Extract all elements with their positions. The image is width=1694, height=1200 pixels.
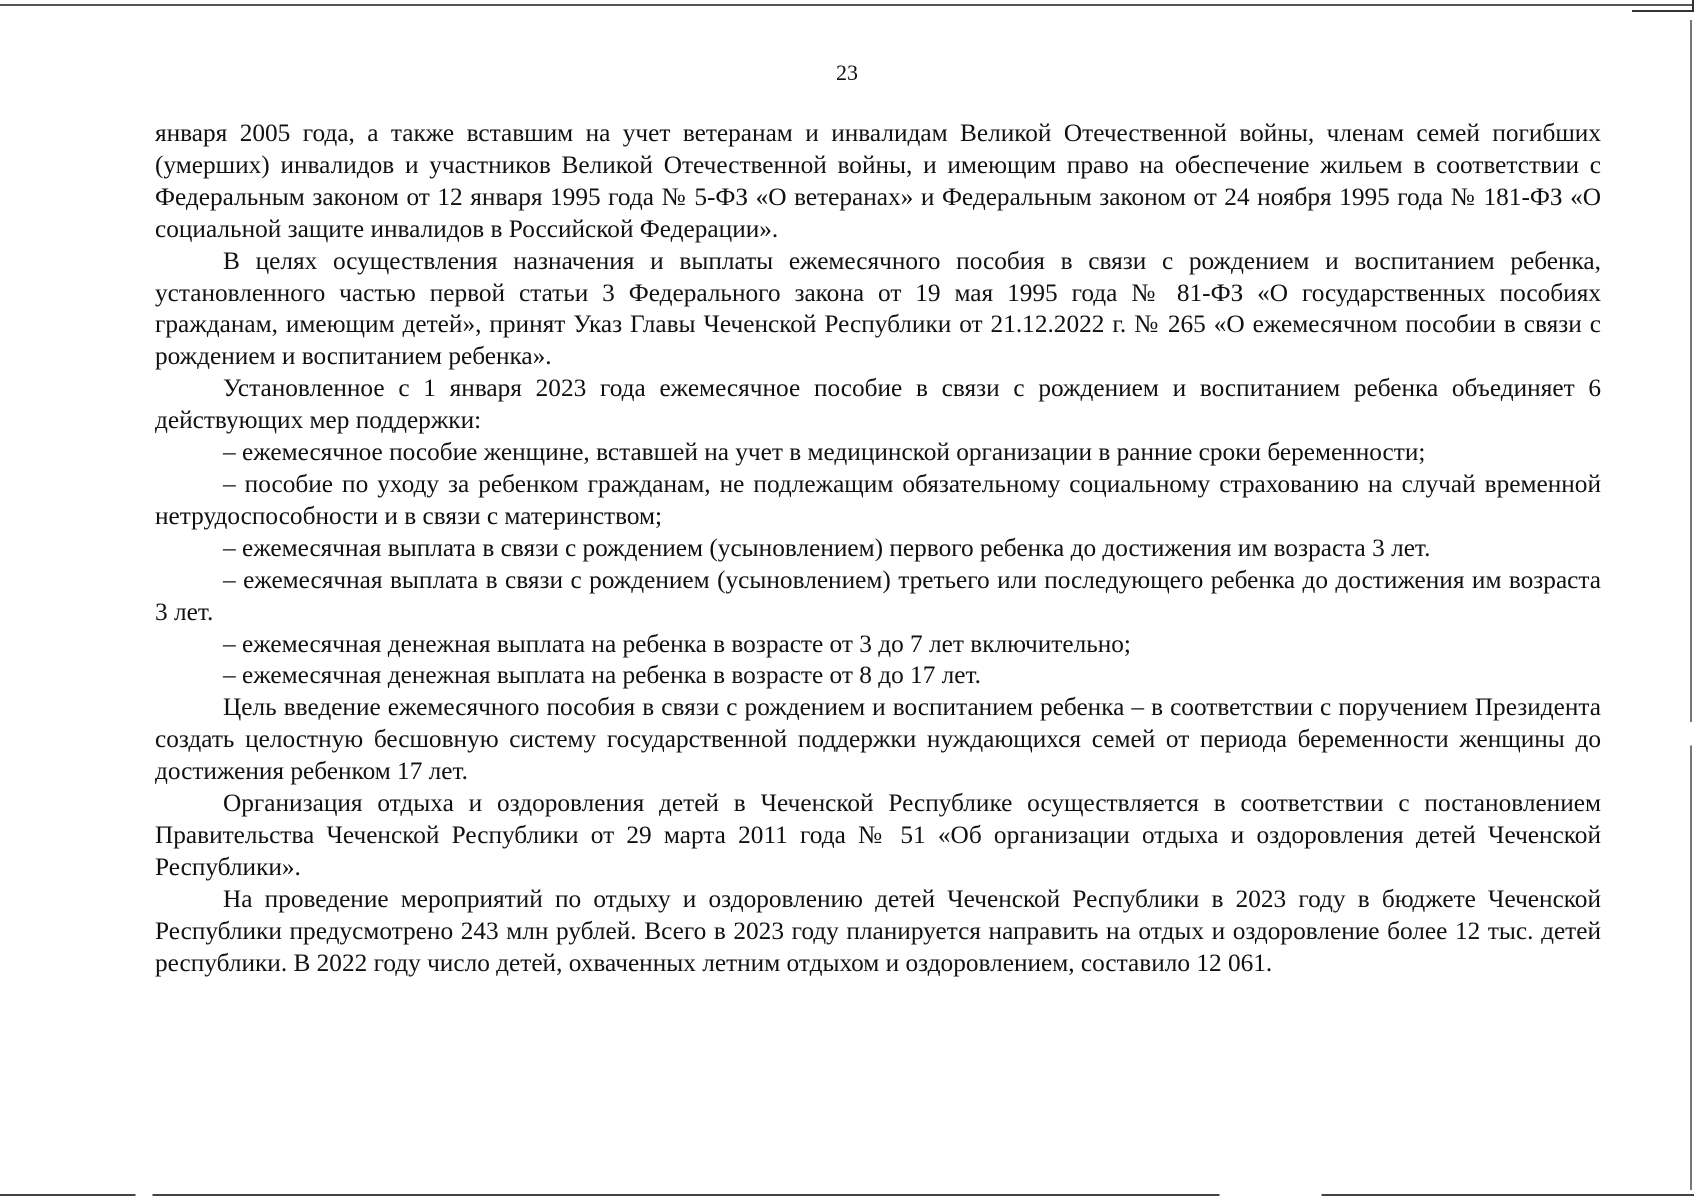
paragraph-continuation: января 2005 года, а также вставшим на учет ветеранам и инвалидам Великой Отечественной войны, членам семей погибших (умерших) инвалидов и участников Великой Отечественной войны, и имеющим право на обеспечение жильем в соответствии с Федеральным законом от 12 января 1995 года № 5-ФЗ «О ветеранах» и Федеральным законом от 24 ноября 1995 года № 181-ФЗ «О социальной защите инвалидов в Российской Федерации». — [155, 119, 1601, 243]
list-item: – ежемесячная выплата в связи с рождением (усыновлением) третьего или последующего ребенка до достижения им возраста 3 лет. — [155, 565, 1601, 626]
scan-border-bottom — [0, 1194, 1694, 1196]
list-item: – ежемесячная выплата в связи с рождением (усыновлением) первого ребенка до достижения им возраста 3 лет. — [223, 533, 1431, 562]
scan-corner-mark — [1632, 0, 1694, 12]
list-item: – ежемесячная денежная выплата на ребенка в возрасте от 3 до 7 лет включительно; — [223, 629, 1131, 658]
list-item: – ежемесячное пособие женщине, вставшей на учет в медицинской организации в ранние сроки беременности; — [223, 438, 1426, 467]
scan-border-right — [1690, 20, 1692, 1190]
list-item: – пособие по уходу за ребенком гражданам, не подлежащим обязательному социальному страхованию на случай временной нетрудоспособности и в связи с материнством; — [155, 469, 1601, 530]
list-item: – ежемесячная денежная выплата на ребенка в возрасте от 8 до 17 лет. — [223, 661, 981, 690]
page-number: 23 — [836, 60, 858, 85]
document-body — [155, 118, 1601, 979]
scan-border-top — [0, 4, 1694, 6]
paragraph: Организация отдыха и оздоровления детей в Чеченской Республике осуществляется в соответствии с постановлением Правительства Чеченской Республики от 29 марта 2011 года № 51 «Об организации отдыха и оздоровления детей Чеченской Республики». — [155, 789, 1601, 881]
paragraph: Цель введение ежемесячного пособия в связи с рождением и воспитанием ребенка – в соответствии с поручением Президента создать целостную бесшовную систему государственной поддержки нуждающихся семей от периода беременности женщины до достижения ребенком 17 лет. — [155, 693, 1601, 786]
paragraph: В целях осуществления назначения и выплаты ежемесячного пособия в связи с рождением и воспитанием ребенка, установленного частью первой статьи 3 Федерального закона от 19 мая 1995 года № 81-ФЗ «О государственных пособиях гражданам, имеющим детей», принят Указ Главы Чеченской Республики от 21.12.2022 г. № 265 «О ежемесячном пособии в связи с рождением и воспитанием ребенка». — [155, 246, 1601, 371]
paragraph: На проведение мероприятий по отдыху и оздоровлению детей Чеченской Республики в 2023 году в бюджете Чеченской Республики предусмотрено 243 млн рублей. Всего в 2023 году планируется направить на отдых и оздоровление более 12 тыс. детей республики. В 2022 году число детей, охваченных летним отдыхом и оздоровлением, составило 12 061. — [155, 884, 1601, 977]
paragraph: Установленное с 1 января 2023 года ежемесячное пособие в связи с рождением и воспитанием ребенка объединяет 6 действующих мер поддержки: — [155, 374, 1601, 435]
